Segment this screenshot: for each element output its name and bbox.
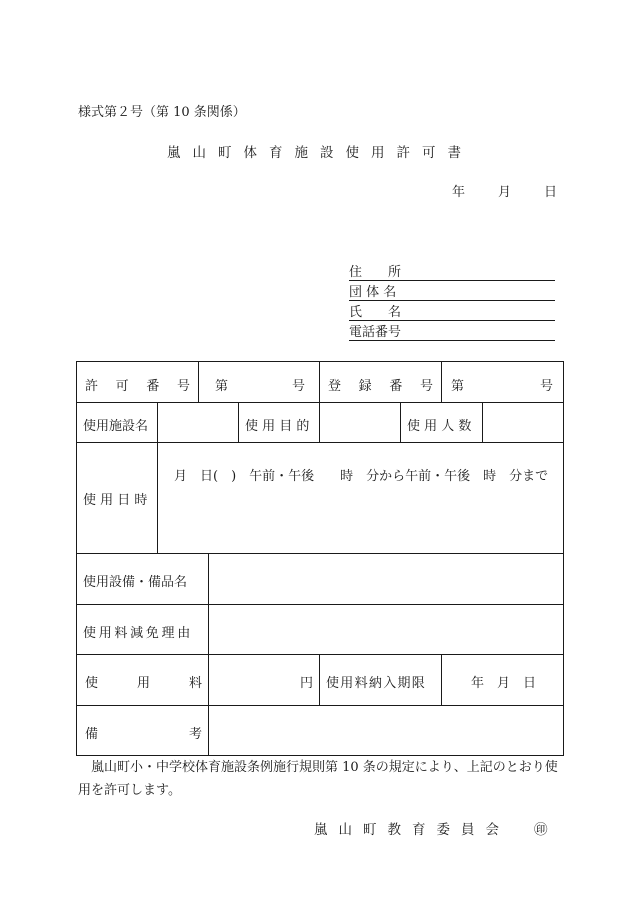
seal-mark: ㊞ xyxy=(534,822,548,838)
facility-name-label-cell xyxy=(76,402,158,443)
fee-exemption-label-cell xyxy=(76,604,209,655)
applicant-name-field[interactable] xyxy=(349,301,555,321)
equipment-field[interactable] xyxy=(208,553,564,605)
permit-number-label: 許 可 番 号 xyxy=(85,379,190,394)
group-name-field[interactable] xyxy=(349,281,555,301)
datetime-field[interactable] xyxy=(157,442,564,554)
headcount-label: 使 用 人 数 xyxy=(407,419,472,434)
datetime-value: 月 日( ) 午前・午後 時 分から午前・午後 時 分まで xyxy=(174,469,549,484)
facility-name-field[interactable] xyxy=(157,402,239,443)
registration-number-prefix: 第 xyxy=(451,379,465,394)
phone-number-field[interactable] xyxy=(349,321,555,341)
purpose-field[interactable] xyxy=(319,402,401,443)
registration-number-label: 登 録 番 号 xyxy=(328,379,433,394)
fee-exemption-field[interactable] xyxy=(208,604,564,655)
facility-name-label: 使用施設名 xyxy=(83,419,149,434)
fee-field[interactable] xyxy=(208,654,320,706)
fee-label-cell xyxy=(76,654,209,706)
address-label: 住 所 xyxy=(349,265,402,280)
fee-exemption-label: 使用料減免理由 xyxy=(83,626,193,641)
date-year-label: 年 xyxy=(452,185,466,200)
address-field[interactable] xyxy=(349,261,555,281)
fee-label: 使 用 料 xyxy=(85,676,202,691)
fee-unit: 円 xyxy=(299,676,313,691)
permit-number-suffix: 号 xyxy=(291,379,305,394)
date-day-label: 日 xyxy=(544,185,558,200)
payment-deadline-label: 使用料納入期限 xyxy=(326,676,427,691)
phone-number-label: 電話番号 xyxy=(349,325,402,340)
registration-number-suffix: 号 xyxy=(539,379,553,394)
headcount-field[interactable] xyxy=(482,402,564,443)
authorization-note: 嵐山町小・中学校体育施設条例施行規則第 10 条の規定により、上記のとおり使用を許可します。 xyxy=(78,760,558,798)
equipment-label-cell xyxy=(76,553,209,605)
purpose-label-cell xyxy=(238,402,320,443)
permit-number-field[interactable] xyxy=(198,361,320,403)
payment-deadline-field[interactable] xyxy=(441,654,564,706)
permit-number-prefix: 第 xyxy=(215,379,229,394)
remarks-label-cell xyxy=(76,705,209,756)
issuer-name: 嵐山町教育委員会 xyxy=(314,822,510,838)
purpose-label: 使 用 目 的 xyxy=(245,419,310,434)
headcount-label-cell xyxy=(400,402,483,443)
payment-deadline-value: 年 月 日 xyxy=(471,676,537,691)
date-month-label: 月 xyxy=(498,185,512,200)
datetime-label: 使 用 日 時 xyxy=(83,493,148,508)
remarks-field[interactable] xyxy=(208,705,564,756)
applicant-name-label: 氏 名 xyxy=(349,305,402,320)
registration-number-label-cell xyxy=(319,361,442,403)
datetime-label-cell xyxy=(76,442,158,554)
equipment-label: 使用設備・備品名 xyxy=(83,575,188,590)
permit-number-label-cell xyxy=(76,361,199,403)
registration-number-field[interactable] xyxy=(441,361,564,403)
document-title: 嵐山町体育施設使用許可書 xyxy=(167,145,473,161)
form-number: 様式第２号（第 10 条関係） xyxy=(78,105,246,120)
group-name-label: 団 体 名 xyxy=(349,285,397,300)
remarks-label: 備 考 xyxy=(85,727,202,742)
payment-deadline-label-cell xyxy=(319,654,442,706)
